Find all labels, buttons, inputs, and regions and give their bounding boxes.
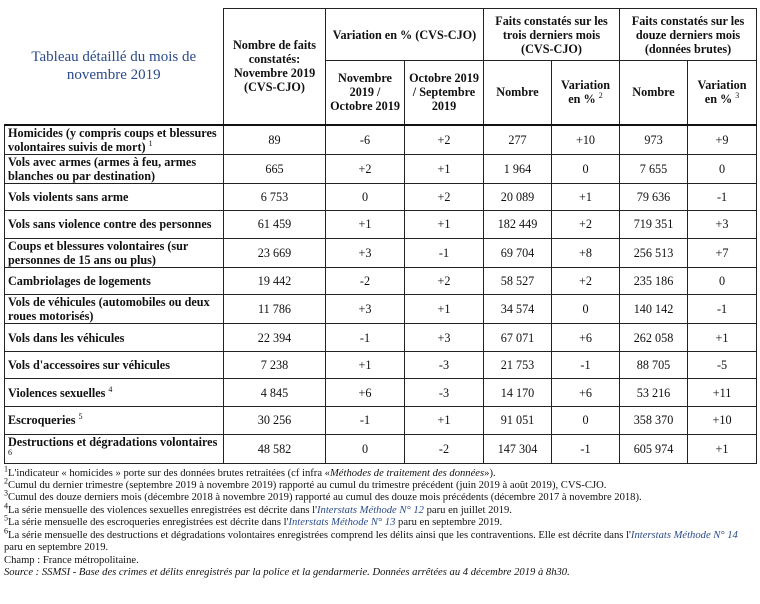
- row-label-text: Vols d'accessoires sur véhicules: [8, 358, 170, 373]
- var-twelve-months-cell: +7: [688, 238, 757, 267]
- row-label: [5, 324, 224, 352]
- footnote-4: [4, 501, 756, 517]
- count-twelve-months-cell: 719 351: [620, 211, 688, 239]
- row-label: [5, 434, 224, 463]
- count-nov-2019-cell: 89: [224, 125, 326, 155]
- row-label: [5, 211, 224, 239]
- var-nov-oct-cell: -1: [326, 407, 405, 435]
- footnote-4-sup: 4: [4, 501, 8, 511]
- table-row: [5, 434, 757, 463]
- header-three-variation-sup: 2: [598, 91, 603, 101]
- row-label: [5, 379, 224, 407]
- var-twelve-months-cell: +9: [688, 125, 757, 155]
- var-nov-oct-cell: +1: [326, 211, 405, 239]
- var-twelve-months-cell: +3: [688, 211, 757, 239]
- row-label-footnote-ref: 6: [8, 447, 12, 457]
- var-three-months-cell: +6: [552, 324, 620, 352]
- var-three-months-cell: +1: [552, 183, 620, 211]
- var-oct-sep-cell: -3: [405, 351, 484, 379]
- table-row: [5, 238, 757, 267]
- row-label-footnote-ref: 1: [148, 138, 153, 148]
- var-oct-sep-cell: +1: [405, 211, 484, 239]
- header-var-oct-sep: Octobre 2019 / Septembre 2019: [405, 61, 484, 125]
- footnote-6-sup: 6: [4, 526, 8, 536]
- count-three-months-cell: 14 170: [484, 379, 552, 407]
- var-oct-sep-cell: +3: [405, 324, 484, 352]
- header-twelve-nombre: Nombre: [620, 61, 688, 125]
- row-label: [5, 407, 224, 435]
- count-twelve-months-cell: 235 186: [620, 267, 688, 295]
- row-label: [5, 238, 224, 267]
- count-nov-2019-cell: 11 786: [224, 295, 326, 324]
- count-nov-2019-cell: 6 753: [224, 183, 326, 211]
- count-twelve-months-cell: 973: [620, 125, 688, 155]
- count-three-months-cell: 58 527: [484, 267, 552, 295]
- row-label-text: Homicides (y compris coups et blessures volontaires suivis de mort): [8, 125, 217, 154]
- count-nov-2019-cell: 48 582: [224, 434, 326, 463]
- count-twelve-months-cell: 88 705: [620, 351, 688, 379]
- var-twelve-months-cell: 0: [688, 267, 757, 295]
- var-nov-oct-cell: -2: [326, 267, 405, 295]
- var-oct-sep-cell: +2: [405, 125, 484, 155]
- row-label-text: Coups et blessures volontaires (sur personnes de 15 ans ou plus): [8, 238, 189, 267]
- count-three-months-cell: 182 449: [484, 211, 552, 239]
- table-row: [5, 125, 757, 155]
- row-label: [5, 295, 224, 324]
- header-three-variation-label: Variation en %: [561, 78, 610, 107]
- footnote-1: [4, 464, 756, 480]
- table-row: [5, 211, 757, 239]
- footnote-6-text: La série mensuelle des destructions et dégradations volontaires enregistrées comprend les délits ainsi que les contraventions. Elle est décrite dans l': [8, 529, 631, 541]
- page: [4, 8, 756, 579]
- row-label-text: Escroqueries: [8, 413, 76, 428]
- var-three-months-cell: 0: [552, 295, 620, 324]
- table-row: [5, 154, 757, 183]
- footnote-6-end: paru en septembre 2019.: [4, 542, 109, 554]
- table-row: [5, 407, 757, 435]
- var-oct-sep-cell: -2: [405, 434, 484, 463]
- row-label-text: Vols sans violence contre des personnes: [8, 217, 212, 232]
- header-twelve-variation-sup: 3: [735, 91, 740, 101]
- count-twelve-months-cell: 358 370: [620, 407, 688, 435]
- champ-note: Champ : France métropolitaine.: [4, 554, 139, 566]
- row-label: [5, 125, 224, 155]
- count-three-months-cell: 67 071: [484, 324, 552, 352]
- count-nov-2019-cell: 19 442: [224, 267, 326, 295]
- count-three-months-cell: 147 304: [484, 434, 552, 463]
- table-row: [5, 379, 757, 407]
- var-twelve-months-cell: 0: [688, 154, 757, 183]
- count-nov-2019-cell: 30 256: [224, 407, 326, 435]
- var-nov-oct-cell: +6: [326, 379, 405, 407]
- count-nov-2019-cell: 23 669: [224, 238, 326, 267]
- var-oct-sep-cell: -3: [405, 379, 484, 407]
- row-label: [5, 351, 224, 379]
- table-row: [5, 267, 757, 295]
- footnote-5-sup: 5: [4, 513, 8, 523]
- count-nov-2019-cell: 4 845: [224, 379, 326, 407]
- footnote-5-end: paru en septembre 2019.: [395, 517, 503, 529]
- footnote-5-text: La série mensuelle des escroqueries enregistrées est décrite dans l': [8, 517, 289, 529]
- count-twelve-months-cell: 256 513: [620, 238, 688, 267]
- footnote-6-link[interactable]: Interstats Méthode N° 14: [630, 529, 738, 541]
- header-var-nov-oct: Novembre 2019 / Octobre 2019: [326, 61, 405, 125]
- header-twelve-variation-label: Variation en %: [697, 78, 747, 107]
- header-nombre-faits: Nombre de faits constatés: Novembre 2019 (CVS-CJO): [224, 9, 326, 125]
- footnote-1-sup: 1: [4, 464, 8, 474]
- var-nov-oct-cell: -6: [326, 125, 405, 155]
- row-label-text: Vols violents sans arme: [8, 189, 129, 204]
- var-three-months-cell: -1: [552, 434, 620, 463]
- footnote-2: [4, 476, 756, 492]
- var-oct-sep-cell: +1: [405, 407, 484, 435]
- var-nov-oct-cell: +3: [326, 295, 405, 324]
- var-nov-oct-cell: +2: [326, 154, 405, 183]
- var-oct-sep-cell: +1: [405, 154, 484, 183]
- footnote-3-sup: 3: [4, 488, 8, 498]
- var-oct-sep-cell: -1: [405, 238, 484, 267]
- count-twelve-months-cell: 605 974: [620, 434, 688, 463]
- source-note: Source : SSMSI - Base des crimes et délits enregistrés par la police et la gendarmerie. Données arrêtées au 4 décembre 2019 à 8h30.: [4, 566, 570, 578]
- header-variation-group: Variation en % (CVS-CJO): [326, 9, 484, 61]
- var-oct-sep-cell: +2: [405, 267, 484, 295]
- header-three-months-group: Faits constatés sur les trois derniers mois (CVS-CJO): [484, 9, 620, 61]
- footnote-2-text: Cumul du dernier trimestre (septembre 2019 à novembre 2019) rapporté au cumul du trimestre précédent (juin 2019 à août 2019), CVS-CJO.: [8, 480, 607, 492]
- var-twelve-months-cell: +10: [688, 407, 757, 435]
- var-nov-oct-cell: +3: [326, 238, 405, 267]
- table-title: Tableau détaillé du mois de novembre 2019: [31, 49, 197, 83]
- footnote-5-link[interactable]: Interstats Méthode N° 13: [288, 517, 396, 529]
- header-three-variation: [552, 61, 620, 125]
- footnote-6: [4, 526, 756, 555]
- footnote-4-link[interactable]: Interstats Méthode N° 12: [317, 504, 424, 516]
- var-three-months-cell: +2: [552, 211, 620, 239]
- row-label-text: Vols de véhicules (automobiles ou deux roues motorisés): [8, 295, 210, 324]
- var-twelve-months-cell: +1: [688, 324, 757, 352]
- var-nov-oct-cell: -1: [326, 324, 405, 352]
- table-body: [5, 125, 757, 464]
- footnote-3: [4, 488, 756, 504]
- header-three-nombre: Nombre: [484, 61, 552, 125]
- footnote-1-ref: Méthodes de traitement des données: [329, 467, 485, 479]
- row-label-text: Destructions et dégradations volontaires: [8, 434, 218, 449]
- footnote-5: [4, 513, 756, 529]
- count-twelve-months-cell: 7 655: [620, 154, 688, 183]
- count-three-months-cell: 277: [484, 125, 552, 155]
- count-three-months-cell: 69 704: [484, 238, 552, 267]
- count-twelve-months-cell: 262 058: [620, 324, 688, 352]
- row-label-text: Vols dans les véhicules: [8, 330, 125, 345]
- var-twelve-months-cell: +1: [688, 434, 757, 463]
- var-oct-sep-cell: +1: [405, 295, 484, 324]
- count-nov-2019-cell: 61 459: [224, 211, 326, 239]
- header-twelve-months-group: Faits constatés sur les douze derniers mois (données brutes): [620, 9, 757, 61]
- var-three-months-cell: +6: [552, 379, 620, 407]
- stats-table: [4, 8, 757, 464]
- footnote-1-end: »).: [484, 467, 496, 479]
- count-nov-2019-cell: 22 394: [224, 324, 326, 352]
- row-label-text: Violences sexuelles: [8, 385, 106, 400]
- var-three-months-cell: +2: [552, 267, 620, 295]
- table-row: [5, 295, 757, 324]
- var-nov-oct-cell: 0: [326, 183, 405, 211]
- var-nov-oct-cell: +1: [326, 351, 405, 379]
- var-twelve-months-cell: -5: [688, 351, 757, 379]
- count-nov-2019-cell: 665: [224, 154, 326, 183]
- row-label-footnote-ref: 4: [108, 384, 113, 394]
- footnote-1-text: L'indicateur « homicides » porte sur des données brutes retraitées (cf infra «: [8, 467, 330, 479]
- row-label-footnote-ref: 5: [78, 412, 83, 422]
- var-three-months-cell: 0: [552, 407, 620, 435]
- count-three-months-cell: 34 574: [484, 295, 552, 324]
- header-twelve-variation: [688, 61, 757, 125]
- row-label: [5, 154, 224, 183]
- footnote-4-text: La série mensuelle des violences sexuelles enregistrées est décrite dans l': [8, 504, 318, 516]
- count-three-months-cell: 21 753: [484, 351, 552, 379]
- var-twelve-months-cell: +11: [688, 379, 757, 407]
- footnote-4-end: paru en juillet 2019.: [423, 504, 512, 516]
- count-three-months-cell: 91 051: [484, 407, 552, 435]
- var-three-months-cell: +8: [552, 238, 620, 267]
- row-label: [5, 267, 224, 295]
- table-row: [5, 351, 757, 379]
- table-title-cell: [5, 9, 224, 125]
- row-label: [5, 183, 224, 211]
- var-twelve-months-cell: -1: [688, 183, 757, 211]
- var-three-months-cell: 0: [552, 154, 620, 183]
- table-row: [5, 183, 757, 211]
- row-label-text: Vols avec armes (armes à feu, armes blanches ou par destination): [8, 154, 197, 183]
- var-three-months-cell: -1: [552, 351, 620, 379]
- var-nov-oct-cell: 0: [326, 434, 405, 463]
- row-label-text: Cambriolages de logements: [8, 273, 151, 288]
- footnote-3-text: Cumul des douze derniers mois (décembre 2018 à novembre 2019) rapporté au cumul des douze mois précédents (décembre 2017 à novembre 2018).: [8, 492, 642, 504]
- footnotes: [4, 464, 756, 580]
- var-three-months-cell: +10: [552, 125, 620, 155]
- count-twelve-months-cell: 53 216: [620, 379, 688, 407]
- count-nov-2019-cell: 7 238: [224, 351, 326, 379]
- var-twelve-months-cell: -1: [688, 295, 757, 324]
- count-twelve-months-cell: 140 142: [620, 295, 688, 324]
- count-three-months-cell: 1 964: [484, 154, 552, 183]
- count-twelve-months-cell: 79 636: [620, 183, 688, 211]
- table-row: [5, 324, 757, 352]
- footnote-2-sup: 2: [4, 476, 8, 486]
- var-oct-sep-cell: +2: [405, 183, 484, 211]
- count-three-months-cell: 20 089: [484, 183, 552, 211]
